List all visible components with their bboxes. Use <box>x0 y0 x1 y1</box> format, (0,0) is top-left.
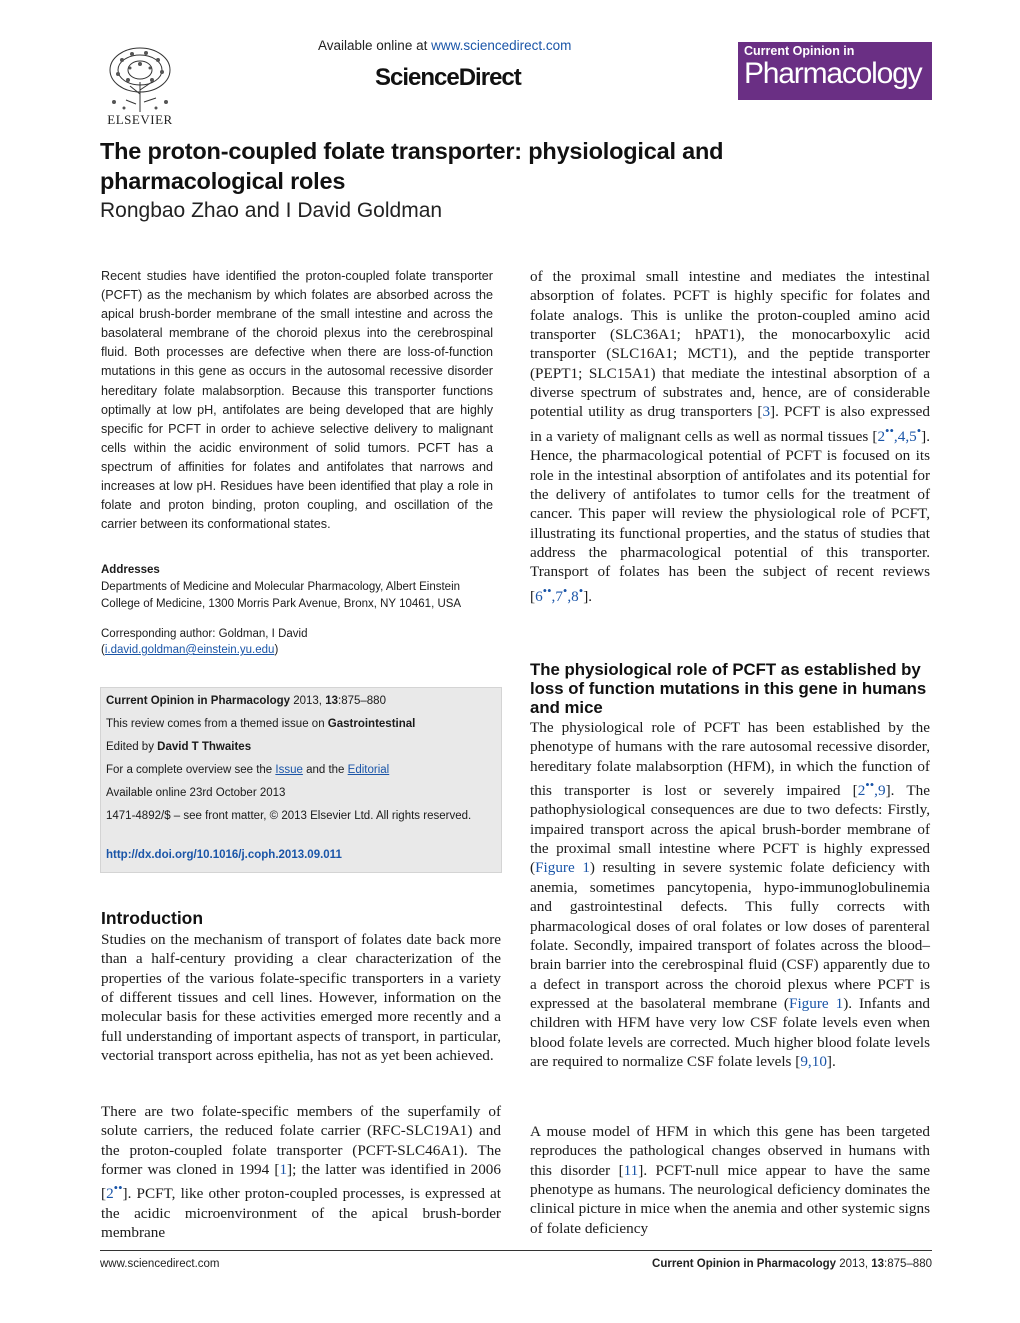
copyright-line: 1471-4892/$ – see front matter, © 2013 Elsevier Ltd. All rights reserved. <box>106 810 472 822</box>
right-p1-text-a: of the proximal small intestine and mediates the intestinal absorption of folates. PCFT is highly specific for folates and folate analogs. This is unlike the proton-coupled amino acid transporter (SLC36A1; hPAT1), the monocarboxylic acid transporter (SLC16A1; MCT1), and the peptide transporter (PEPT1; SLC15A1) that mediate the intestinal absorption of a diverse spectrum of substrates and, hence, are of considerable potential utility as drug transporters [ <box>530 268 930 421</box>
ref-link-11[interactable]: 11 <box>623 1161 639 1179</box>
publisher-name: ELSEVIER <box>107 112 173 127</box>
right-p3-text-a: A mouse model of HFM in which this gene has been targeted reproduces the pathological changes observed in humans with this disorder [ <box>530 1123 930 1179</box>
doi-link[interactable]: http://dx.doi.org/10.1016/j.coph.2013.09.011 <box>106 849 342 861</box>
overview-prefix: For a complete overview see the <box>106 764 276 776</box>
right-p2-text-d: ). Infants and children with HFM have very low CSF folate levels even when blood folate levels are corrected. Much higher blood folate levels are required to normalize CSF folate levels [ <box>530 994 931 1070</box>
footer-journal: Current Opinion in Pharmacology <box>652 1258 837 1270</box>
sciencedirect-link[interactable]: www.sciencedirect.com <box>431 38 572 53</box>
citation-line <box>106 694 491 709</box>
platform-name: ScienceDirect <box>375 64 521 91</box>
right-p1-text-d: ]. <box>583 587 593 605</box>
right-p1-text-b: ]. PCFT is also expressed in a variety of malignant cells as well as normal tissues [ <box>530 403 930 445</box>
right-p1-text-c: ]. Hence, the pharmacological potential of PCFT is focused on its role in the intestinal absorption of antifolates and its potential for the delivery of antifolates to tumor cells for the treatment of cancer. This paper will review the physiological role of PCFT, illustrating its functional properties, and the status of studies that address the pharmacological potential of this transporter. Transport of folates has been the subject of recent reviews [ <box>530 427 930 605</box>
ref-link-4-5[interactable]: ,4,5 <box>893 427 917 445</box>
edited-by-prefix: Edited by <box>106 741 158 753</box>
right-p3-text-b: ]. PCFT-null mice appear to have the same phenotype as humans. The neurological deficiency dominates the clinical picture in mice when the anemia and other systemic signs of folate deficiency <box>530 1161 930 1237</box>
overview-and: and the <box>302 764 348 776</box>
ref-importance-mark: •• <box>865 778 875 793</box>
right-paragraph-3 <box>530 1122 930 1238</box>
available-online-prefix: Available online at <box>318 38 432 53</box>
overview-line <box>106 763 491 778</box>
figure-1-link[interactable]: Figure 1 <box>535 859 590 877</box>
ref-importance-mark: • <box>562 583 568 598</box>
journal-box-line1: Current Opinion in <box>744 44 855 58</box>
citation-pages: :875–880 <box>338 695 386 707</box>
right-p2-text-b: ]. The pathophysiological consequences are due to two defects: Firstly, impaired transport across the apical brush-border membrane of the proximal small intestine where PCFT is highly expressed ( <box>530 782 930 877</box>
editorial-link[interactable]: Editorial <box>347 764 390 776</box>
ref-importance-mark: •• <box>542 583 552 598</box>
footer-pages: :875–880 <box>884 1258 932 1270</box>
issue-link[interactable]: Issue <box>275 764 303 776</box>
footer-divider <box>100 1250 932 1251</box>
ref-importance-mark: • <box>578 583 584 598</box>
footer-citation <box>652 1258 932 1270</box>
ref-link-9-10[interactable]: 9,10 <box>800 1052 827 1070</box>
ref-link-2[interactable]: 2 <box>877 427 886 445</box>
email-open-paren: ( <box>101 644 105 656</box>
footer-website: www.sciencedirect.com <box>100 1258 220 1270</box>
journal-brand-box <box>738 42 932 100</box>
ref-link-2[interactable]: 2 <box>106 1185 114 1203</box>
footer-year: 2013, <box>836 1258 872 1270</box>
right-p2-text-e: ]. <box>826 1052 836 1070</box>
intro-p2-text-c: ]. PCFT, like other proton-coupled processes, is expressed at the acidic microenvironment of the apical brush-border membrane <box>101 1185 501 1242</box>
themed-issue-name: Gastrointestinal <box>327 718 416 730</box>
article-authors: Rongbao Zhao and I David Goldman <box>100 199 443 222</box>
introduction-heading: Introduction <box>101 908 204 928</box>
corresponding-label: Corresponding author: Goldman, I David <box>101 628 308 640</box>
right-paragraph-2 <box>530 718 930 1071</box>
journal-box-line2: Pharmacology <box>744 57 922 90</box>
ref-link-9[interactable]: ,9 <box>874 782 886 800</box>
ref-link-1[interactable]: 1 <box>279 1161 288 1179</box>
figure-1-link[interactable]: Figure 1 <box>789 994 844 1012</box>
ref-link-7[interactable]: ,7 <box>551 587 563 605</box>
ref-link-2[interactable]: 2 <box>857 782 866 800</box>
introduction-paragraph-2 <box>101 1102 501 1242</box>
addresses-heading: Addresses <box>101 564 160 576</box>
article-info-box <box>100 687 502 873</box>
ref-importance-mark: •• <box>885 423 894 438</box>
citation-year: 2013, <box>290 695 326 707</box>
ref-importance-mark: • <box>916 423 922 438</box>
abstract-text: Recent studies have identified the proton-coupled folate transporter (PCFT) as the mechanism by which folates are absorbed across the apical brush-border membrane of the small intestine and across the basolateral membrane of the choroid plexus into the cerebrospinal fluid. Both processes are defective when there are loss-of-function mutations in this gene as occurs in the autosomal recessive disorder hereditary folate malabsorption. Because this transporter functions optimally at low pH, antifolates are being developed that are highly specific for PCFT in order to achieve selective delivery to malignant cells within the acidic environment of solid tumors. PCFT has a spectrum of affinities for folates and antifolates that narrows and increases at low pH. Residues have been identified that play a role in folate and proton binding, proton coupling, and oscillation of the carrier between its conformational states. <box>101 269 493 532</box>
email-close-paren: ) <box>274 644 279 656</box>
addresses-text: Departments of Medicine and Molecular Pharmacology, Albert Einstein College of Medicine, 1300 Morris Park Avenue, Bronx, NY 10461, USA <box>101 581 462 610</box>
edited-by-line <box>106 740 491 755</box>
citation-volume: 13 <box>325 695 338 707</box>
email-link[interactable]: i.david.goldman@einstein.yu.edu <box>104 644 275 656</box>
available-online-line <box>318 38 571 53</box>
intro-p2-text-b: ]; the latter was identified in 2006 [ <box>101 1161 501 1203</box>
intro-p2-text-a: There are two folate-specific members of the superfamily of solute carriers, the reduced folate carrier (RFC-SLC19A1) and the proton-coupled folate transporter (PCFT-SLC46A1). The former was cloned in 1994 [ <box>101 1103 501 1179</box>
right-paragraph-1 <box>530 267 930 606</box>
themed-issue-line <box>106 717 491 732</box>
right-p2-text-c: ) resulting in severe systemic folate deficiency with anemia, sometimes pancytopenia, hypo-immunoglobulinemia and gastrointestinal defects. This fully corrects with pharmacological doses of oral folates or low doses of parenteral folate. Secondly, impaired transport of folates across the blood–brain barrier into the cerebrospinal fluid (CSF) apparently due to a defect in transport across the choroid plexus where PCFT is expressed at the basolateral membrane ( <box>530 859 930 1012</box>
themed-issue-prefix: This review comes from a themed issue on <box>106 718 328 730</box>
ref-link-6[interactable]: 6 <box>535 587 543 605</box>
ref-link-3[interactable]: 3 <box>762 403 771 421</box>
editor-name: David T Thwaites <box>157 741 252 753</box>
section-heading-physiological-role: The physiological role of PCFT as established by loss of function mutations in this gene in humans and mice <box>530 660 927 717</box>
citation-journal: Current Opinion in Pharmacology <box>106 695 291 707</box>
article-title: The proton-coupled folate transporter: physiological and pharmacological roles <box>100 138 724 194</box>
ref-importance-mark: •• <box>113 1181 123 1196</box>
available-online-date: Available online 23rd October 2013 <box>106 787 286 799</box>
corresponding-author <box>101 626 501 658</box>
introduction-paragraph-1: Studies on the mechanism of transport of folates date back more than a half-century providing a clear characterization of the properties of the various folate-specific transporters in a variety of different tissues and cell lines. However, information on the molecular basis for these activities emerged more recently and a full understanding of important aspects of transport, in particular, vectorial transport across epithelia, has not as yet been achieved. <box>101 931 501 1065</box>
footer-volume: 13 <box>871 1258 885 1270</box>
right-p2-text-a: The physiological role of PCFT has been established by the phenotype of humans with the rare autosomal recessive disorder, hereditary folate malabsorption (HFM), in which the function of this transporter is lost or severely impaired [ <box>530 719 930 800</box>
ref-link-8[interactable]: ,8 <box>567 587 579 605</box>
